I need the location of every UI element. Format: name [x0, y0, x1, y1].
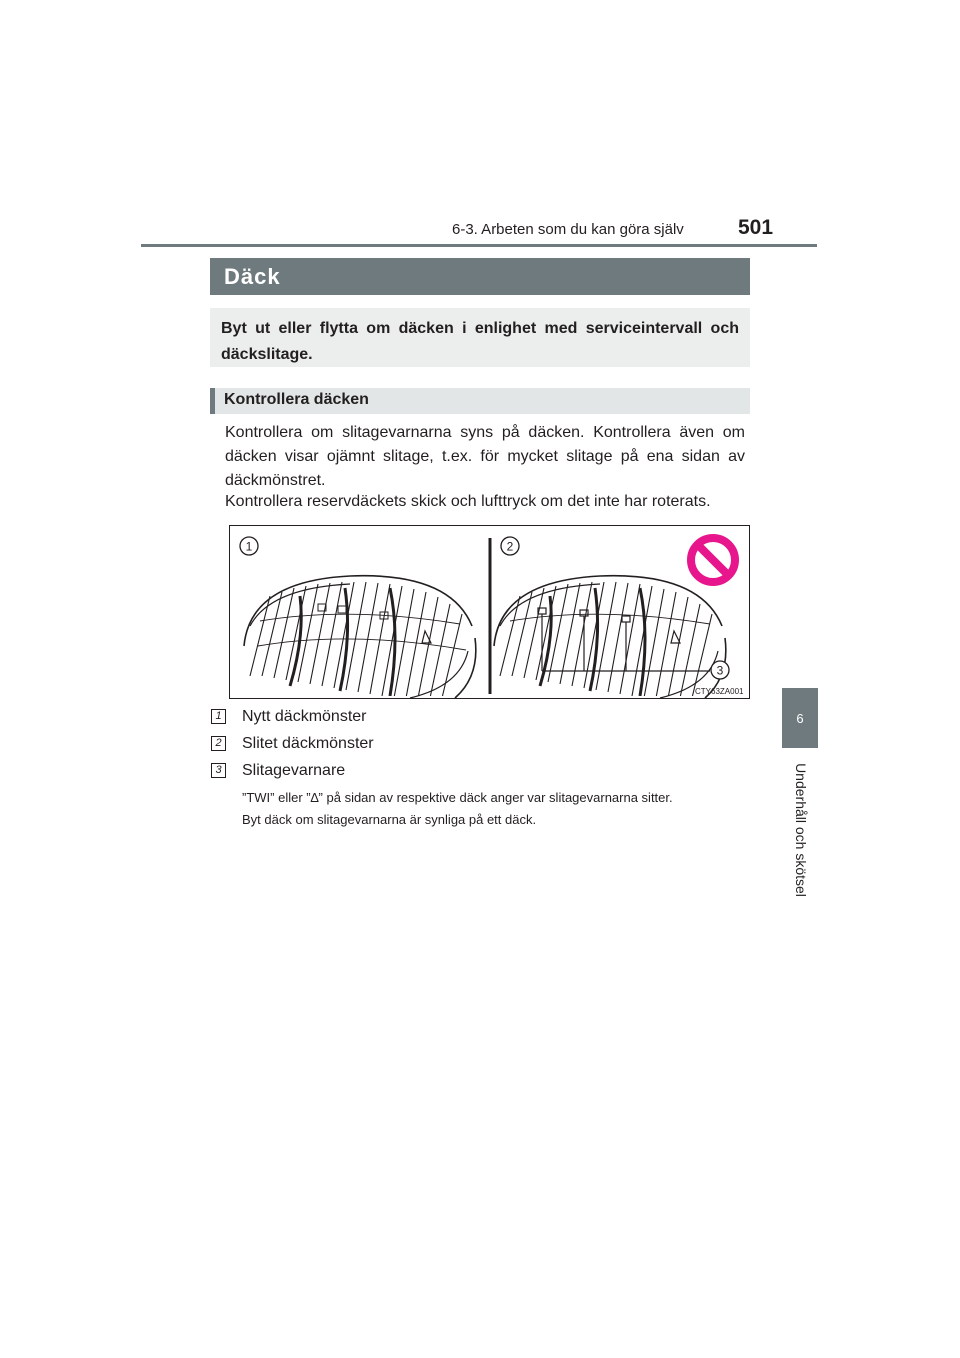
prohibition-icon [691, 538, 735, 582]
legend-text-3: Slitagevarnare [242, 762, 346, 779]
legend-number-2: 2 [211, 736, 226, 751]
page-title: Däck [210, 258, 750, 295]
note-replace: Byt däck om slitagevarnarna är synliga på ett däck. [242, 812, 537, 827]
chapter-tab: 6 [782, 688, 818, 748]
intro-box: Byt ut eller flytta om däcken i enlighet med serviceintervall och däckslitage. [210, 308, 750, 367]
tire-new-illustration [244, 576, 476, 698]
subsection-header [210, 388, 750, 414]
header-rule [141, 244, 817, 247]
chapter-title-vertical [773, 760, 829, 900]
callout-1-label: 1 [245, 539, 253, 554]
figure-code: CTY63ZA001 [695, 687, 744, 696]
section-header: 6-3. Arbeten som du kan göra själv [452, 221, 684, 238]
legend-number-3: 3 [211, 763, 226, 778]
legend-text-1: Nytt däckmönster [242, 708, 367, 725]
callout-1 [240, 537, 258, 555]
tire-figure-svg [230, 526, 749, 698]
note-twi: ”TWI” eller ”∆” på sidan av respektive däck anger var slitagevarnarna sitter. [242, 790, 673, 805]
legend-number-1: 1 [211, 709, 226, 724]
legend-text-2: Slitet däckmönster [242, 735, 374, 752]
chapter-title: Underhåll och skötsel [793, 763, 810, 897]
callout-3-label: 3 [716, 663, 724, 678]
callout-2-label: 2 [506, 539, 514, 554]
paragraph-check-wear: Kontrollera om slitagevarnarna syns på däcken. Kontrollera även om däcken visar ojämnt slitage, t.ex. för mycket slitage på ena sidan av däckmönstret. [225, 424, 745, 489]
tire-figure [229, 525, 750, 699]
subsection-accent [210, 388, 215, 414]
tire-worn-illustration [494, 576, 726, 698]
page-number: 501 [738, 216, 774, 239]
callout-2 [501, 537, 519, 555]
callout-3 [711, 661, 729, 679]
subsection-title: Kontrollera däcken [224, 391, 369, 408]
paragraph-spare-tire: Kontrollera reservdäckets skick och lufttryck om det inte har roterats. [225, 493, 711, 510]
